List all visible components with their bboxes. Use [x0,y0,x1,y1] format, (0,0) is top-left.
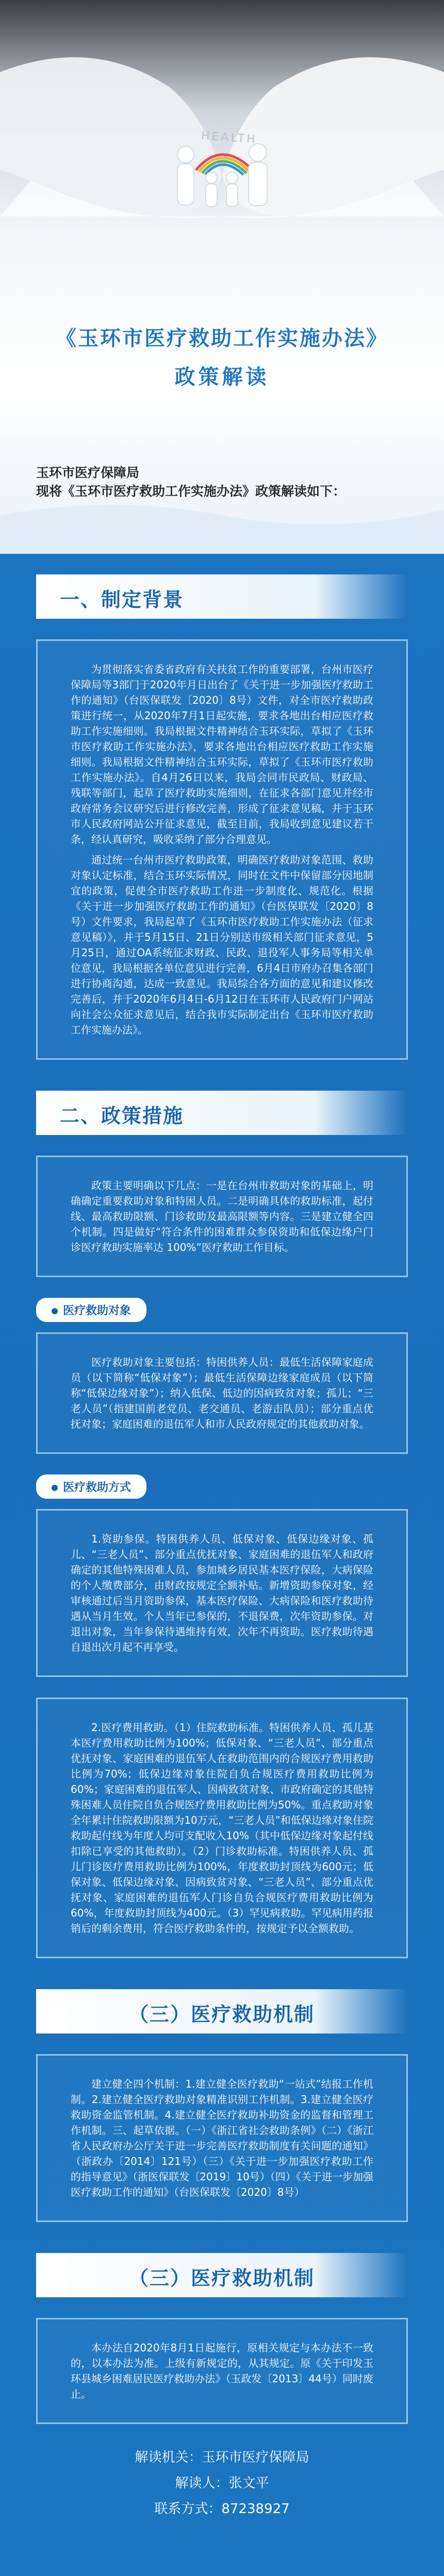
subsection-tag-targets [36,1298,146,1322]
footer [0,2445,444,2522]
section-header-background [36,574,407,619]
effective-text: 本办法自2020年8月1日起施行，原相关规定与本办法不一致的，以本办法为准。上级有新规定的，从其规定。原《关于印发玉环县城乡困难居民医疗救助办法》（玉政发〔2013〕44号）同时废止。 [71,2342,373,2400]
section-header-measures [36,1091,407,1135]
effective-panel [36,2318,408,2424]
mechanism-text: 建立健全四个机制：1.建立健全医疗救助“一站式”结报工作机制。2.建立健全医疗救助对象精准识别工作机制。3.建立健全医疗救助资金监管机制。4.建立健全医疗救助补助资金的监督和管理工作机制。三、起草依据。（一）《浙江省社会救助条例》（二）《浙江省人民政府办公厅关于进一步完善医疗救助制度有关问题的通知》（浙政办〔2014〕121号）（三）《关于进一步加强医疗救助工作的指导意见》（浙医保联发〔2019〕10号）（四）《关于进一步加强医疗救助工作的通知》（台医保联发〔2020〕8号） [71,2078,373,2198]
methods-panel [36,1509,408,1677]
section-header-effective [36,2253,407,2297]
subsection-tag-label: 医疗救助对象 [63,1304,131,1317]
section-title-measures: 二、政策措施 [60,1105,184,1127]
subsection-tag-methods [36,1475,146,1499]
intro-lead: 现将《玉环市医疗救助工作实施办法》政策解读如下： [36,484,346,499]
intro-org: 玉环市医疗保障局 [36,465,140,480]
health-word: HEALTH [201,129,258,146]
background-paragraph-2: 通过统一台州市医疗救助政策，明确医疗救助对象范围、救助对象认定标准，结合玉环实际情况，同时在文件中保留部分因地制宜的政策，促使全市医疗救助工作进一步制度化、规范化。根据《关于进一步加强医疗救助工作的通知》（台医保联发〔2020〕8号）文件要求，我局起草了《玉环市医疗救助工作实施办法（征求意见稿）》，并于5月15日、21日分别送市级相关部门征求意见，5月25日，通过OA系统征求财政、民政、退役军人事务局等相关单位意见，我局根据各单位意见进行完善，6月4日市府办召集各部门进行协商沟通，达成一致意见。我局综合各方面的意见和建议修改完善后，并于2020年6月4日-6月12日在玉环市人民政府门户网站向社会公众征求意见后，结合我市实际制定出台《玉环市医疗救助工作实施办法》。 [71,854,373,1036]
page-title: 《玉环市医疗救助工作实施办法》 [56,327,388,350]
expense-text: 2.医疗费用救助。（1）住院救助标准。特困供养人员、孤儿基本医疗费用救助比例为100%；低保对象、“三老人员”、部分重点优抚对象、家庭困难的退伍军人在救助范围内的合规医疗费用救助比例为70%；低保边缘对象住院自负合规医疗费用救助比例为60%；家庭困难的退伍军人、因病致贫对象、市政府确定的其他特殊困难人员住院自负合规医疗费用救助比例为50%。重点救助对象全年累计住院救助限额为10万元，“三老人员”和低保边缘对象住院救助起付线为年度人均可支配收入10%（其中低保边缘对象起付线扣除已享受的其他救助）。（2）门诊救助标准。特困供养人员、孤儿门诊医疗费用救助比例为100%，年度救助封顶线为600元；低保对象、低保边缘对象、因病致贫对象、“三老人员”、部分重点优抚对象、家庭困难的退伍军人门诊自负合规医疗费用救助比例为60%，年度救助封顶线为400元。（3）罕见病救助。罕见病用药报销后的剩余费用，符合医疗救助条件的，按规定予以全额救助。 [71,1721,373,1935]
measures-intro-panel [36,1156,408,1277]
content-body [0,554,444,2576]
methods-text: 1.资助参保。特困供养人员、低保对象、低保边缘对象、孤儿、“三老人员”、部分重点优抚对象、家庭困难的退伍军人和政府确定的其他特殊困难人员，参加城乡居民基本医疗保险，大病保险的个人缴费部分，由财政按规定全额补贴。新增资助参保对象，经审核通过后当月资助参保，基本医疗保险、大病保险和医疗救助待遇从当月生效。个人当年已参保的，不退保费，次年资助参保。对退出对象，当年参保待遇维持有效，次年不再资助。医疗救助待遇自退出次月起不再享受。 [71,1533,373,1653]
hero-banner [0,0,444,554]
bullet-icon [52,1485,58,1491]
subsection-tag-label: 医疗救助方式 [63,1481,131,1494]
expense-panel [36,1698,408,1958]
section-header-mechanism [36,1989,407,2033]
footer-person: 解读人：张文平 [175,2476,269,2491]
background-panel [36,639,408,1060]
targets-panel [36,1332,408,1454]
section-title-background: 一、制定背景 [60,588,184,611]
section-title-effective: （三）医疗救助机制 [128,2267,315,2290]
footer-phone: 联系方式：87238927 [154,2501,290,2517]
background-paragraph-1: 为贯彻落实省委省政府有关扶贫工作的重要部署，台州市医疗保障局等3部门于2020年月日出台了《关于进一步加强医疗救助工作的通知》（台医保联发〔2020〕8号）文件，对全市医疗救助政策进行统一，从2020年7月1日起实施，要求各地出台相应医疗救助工作实施细则。我局根据文件精神结合玉环实际，草拟了《玉环市医疗救助工作实施办法》，要求各地出台相应医疗救助工作实施细则。我局根据文件精神结合玉环实际，草拟了《玉环市医疗救助工作实施办法》。自4月26日以来，我局会同市民政局、财政局、残联等部门，起草了医疗救助实施细则，在征求各部门意见并经市政府常务会议研究后进行修改完善，形成了征求意见稿，并于玉环市人民政府网站公开征求意见，截至目前，我局收到意见建议若干条，经认真研究，吸收采纳了部分合理意见。 [71,663,373,845]
bullet-icon [52,1308,58,1314]
page-subtitle: 政策解读 [174,365,270,389]
targets-text: 医疗救助对象主要包括：特困供养人员：最低生活保障家庭成员（以下简称“低保对象”）；最低生活保障边缘家庭成员（以下简称“低保边缘对象”）；纳入低保、低边的因病致贫对象；孤儿；“三老人员”（指建国前老党员、老交通员、老游击队员）；部分重点优抚对象；家庭困难的退伍军人和市人民政府规定的其他救助对象。 [71,1356,373,1430]
mechanism-panel [36,2054,408,2222]
section-title-mechanism: （三）医疗救助机制 [128,2003,315,2026]
measures-intro: 政策主要明确以下几点：一是在台州市救助对象的基础上，明确确定重要救助对象和特困人员。二是明确具体的救助标准，起付线、最高救助限额、门诊救助及最高限额等内容。三是建立健全四个机制。四是做好“符合条件的困难群众参保资助和低保边缘户门诊医疗救助实施率达 100%”医疗救助工作目标。 [71,1179,373,1253]
footer-org: 解读机关：玉环市医疗保障局 [135,2450,309,2465]
intro-block [36,464,346,501]
